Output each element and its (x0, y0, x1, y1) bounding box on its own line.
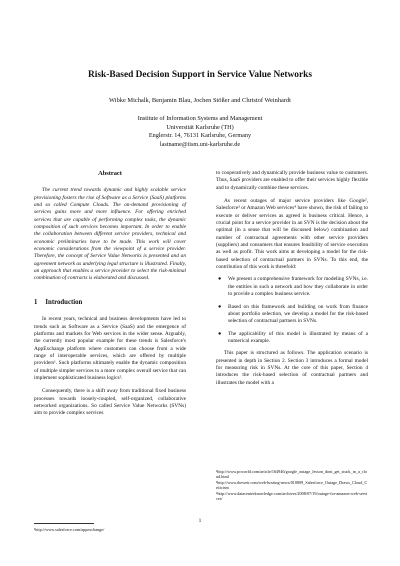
list-item-text: The applicability of this model is illustrated by means of a numerical example. (228, 330, 368, 344)
section-number: 1 (34, 298, 38, 306)
intro-paragraph-1: In recent years, technical and business developments have led to trends such as Software as a Service (SaaS) and the emergence of platforms and markets for Web services in the wider sense. Arguably, the currently most popular example for these trends is Salesforce's AppExchange platform where customers can choose from a wide range of interoperable services, which are offered by multiple providers¹. Such platforms ultimately enable the dynamic composition of multiple simpler services to a more complex overall service that can implement sophisticated business logics². (34, 316, 186, 381)
intro-paragraph-continued: to cooperatively and dynamically provide business value to customers. Thus, SaaS providers are enabled to offer their services highly flexible and to dynamically combine these services. (216, 170, 368, 191)
section-title: Introduction (45, 298, 83, 306)
footnotes-left (34, 523, 186, 533)
footnotes-right (216, 469, 368, 501)
footnote-3[interactable]: ³http://www.theweir.com/web-hosting-news/010809_Salesforce_Outage_Draws_Cloud_Criticism (216, 479, 368, 491)
left-column (34, 170, 186, 418)
affiliation-email: lastname@iism.uni-karlsruhe.de (159, 140, 241, 148)
intro-paragraph-2: Consequently, there is a shift away from traditional fixed business processes towards loosely-coupled, self-organized, collaborative networked organizations. So called Service Value Networks (SVNs) aim to provide complex services (34, 388, 186, 417)
bullet-icon: ● (218, 276, 222, 283)
list-item (216, 331, 368, 346)
list-item (216, 304, 368, 326)
affiliation-address: Englerstr. 14, 76131 Karlsruhe, Germany (148, 132, 252, 140)
right-column (216, 170, 368, 387)
abstract-heading: Abstract (98, 170, 122, 177)
affiliation-institute: Institute of Information Systems and Management (137, 115, 263, 122)
paper-title: Risk-Based Decision Support in Service Value Networks (88, 70, 312, 80)
list-item (216, 276, 368, 298)
affiliation-block (0, 115, 400, 149)
intro-paragraph-3: As recent outages of major service providers like Google², Salesforce³ or Amazon Web services⁴ have shown, the risk of failing to execute or deliver services as agreed is business critical. Hence, a crucial point for a service provider in an SVN is the decision about the optimal (in a sense that will be discussed below) combination and number of contractual agreements with other service providers (suppliers) and consumers that ensures feasibility of service execution as well as profit. This work aims at developing a model for the risk-based selection of contractual partners in SVNs. To this end, the contribution of this work is threefold: (216, 198, 368, 271)
affiliation-university: Universität Karlsruhe (TH) (166, 123, 234, 131)
footnote-4[interactable]: ⁴http://www.datacenterknowledge.com/archives/2008/07/19/outage-for-amazon-web-services/ (216, 490, 368, 502)
footnote-1[interactable]: ¹http://www.salesforce.com/appexchange/ (34, 527, 105, 532)
footnote-2[interactable]: ²http://www.pcworld.com/article/164946/google_outage_lesson_dont_get_stuck_in_a_cloud.html (216, 469, 368, 480)
section-heading-introduction (34, 299, 186, 306)
list-item-text: Based on this framework and building on work from finance about portfolio selection, we develop a model for the risk-based selection of contractual partners in SVNs. (228, 303, 368, 325)
list-item-text: We present a comprehensive framework for modeling SVNs, i.e. the entities in such a network and how they collaborate in order to provide a complex business service. (228, 276, 368, 298)
intro-paragraph-4: This paper is structured as follows. The application scenario is presented in depth in Section 2. Section 3 introduces a formal model for measuring risk in SVNs. At the core of this paper, Section 4 introduces the risk-based selection of contractual partners and illustrates the model with a (216, 350, 368, 386)
contribution-list (216, 276, 368, 345)
page-number: 1 (198, 518, 202, 524)
bullet-icon: ● (218, 303, 222, 310)
author-list: Wibke Michalk, Benjamin Blau, Jochen Stößer and Christof Weinhardt (109, 97, 291, 104)
bullet-icon: ● (218, 330, 222, 337)
abstract-text: The current trend towards dynamic and highly scalable service provisioning fosters the rise of Software as a Service (SaaS) platforms and so called Compute Clouds. The on-demand provisioning of services gains more and more influence. For offering enriched services that are capable of performing complex tasks, the dynamic composition of such services becomes important. In order to enable the collaboration between different service providers, technical and economic preliminaries have to be made. This work will cover economic considerations from the viewpoint of a service provider. Therefore, the concept of Service Value Networks is presented and an agreement network as underlying legal structure is illustrated. Finally, an approach that enables a service provider to select the risk-minimal combination of contracts is elaborated and discussed. (34, 187, 186, 282)
